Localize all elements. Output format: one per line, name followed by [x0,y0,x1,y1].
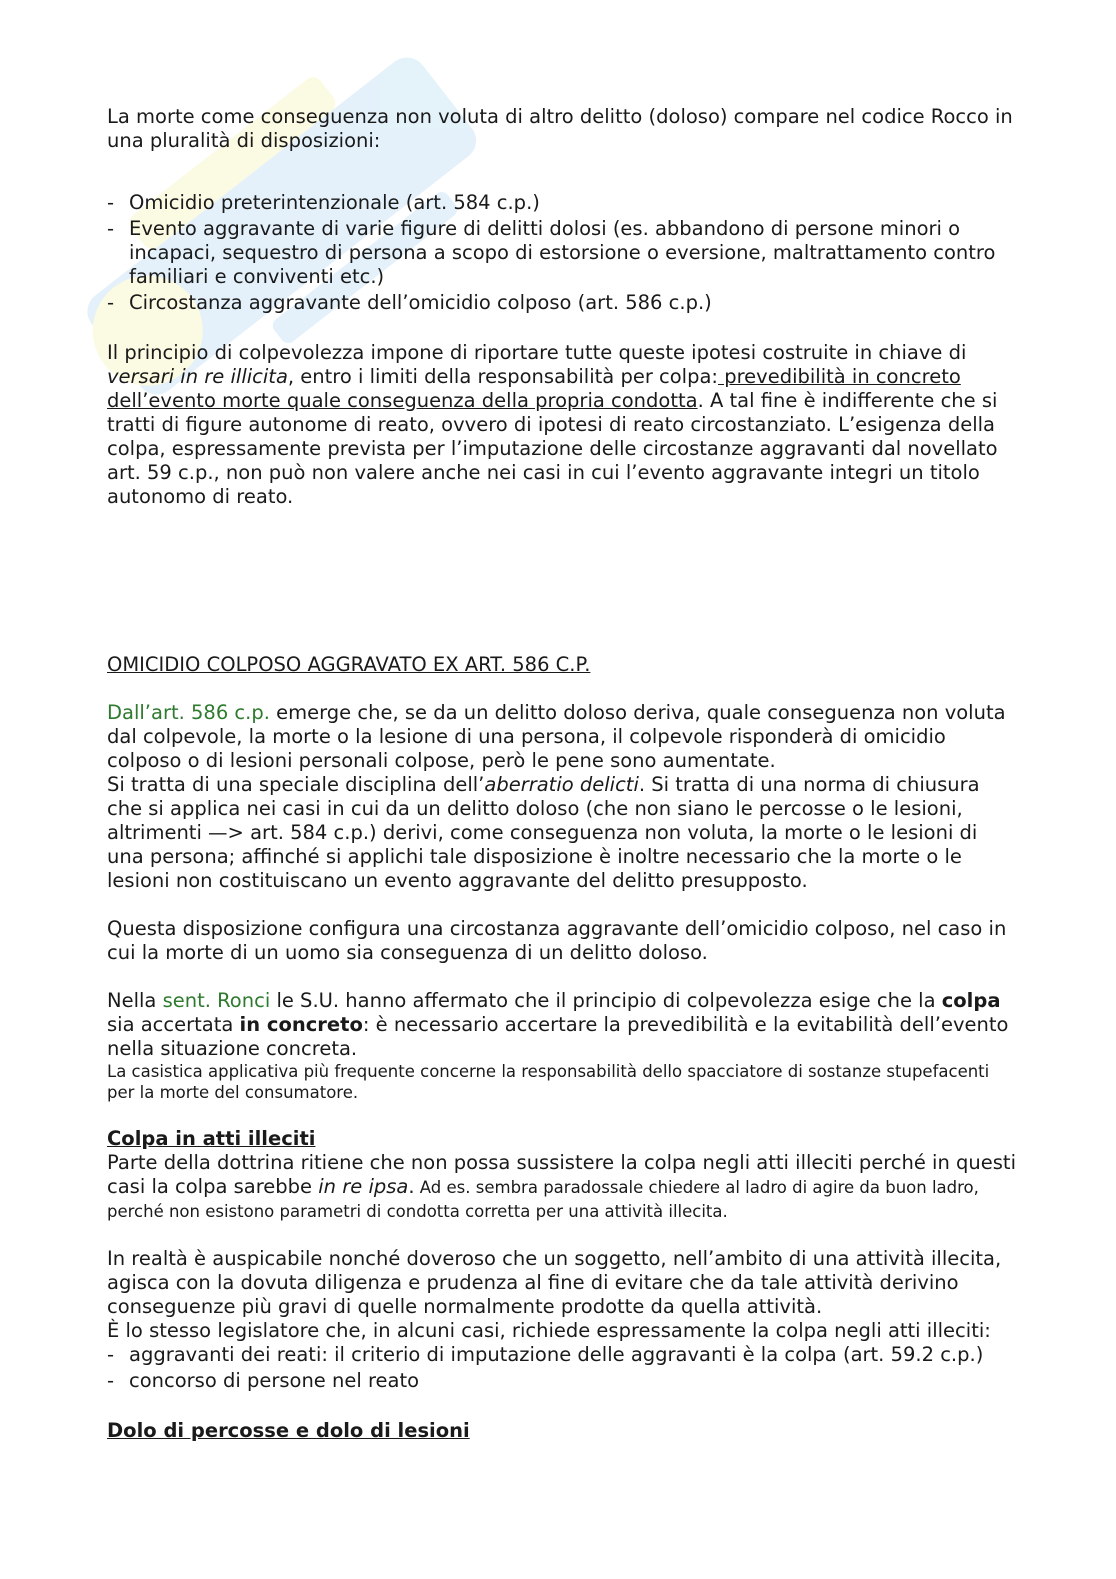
section1-paragraph-3: Questa disposizione configura una circostanza aggravante dell’omicidio colposo, nel caso in cui la morte di un uomo sia conseguenza di un delitto doloso. [107,917,1007,964]
document-page [107,105,1017,1443]
small-note: Ad es. sembra paradossale chiedere al ladro di agire da buon ladro, perché non esistono parametri di condotta corretta per una attività illecita. [107,1178,979,1221]
list-item: - concorso di persone nel reato [107,1369,1017,1393]
section-heading-dolo: Dolo di percosse e dolo di lesioni [107,1419,470,1442]
section2-paragraph-1 [107,1151,1017,1223]
text-span: . A tal fine è indifferente che si tratti di figure autonome di reato, ovvero di ipotesi di reato circostanziato. L’esigenza della colpa, espressamente prevista per l’imputazione delle circostanze aggravanti dal novellato art. 59 c.p., non può non valere anche nei casi in cui l’evento aggravante integri un titolo autonomo di reato. [107,389,998,508]
section1-paragraph-2 [107,773,1017,893]
section2-paragraph-3: È lo stesso legislatore che, in alcuni casi, richiede espressamente la colpa negli atti illeciti: [107,1319,991,1342]
sentence-link[interactable]: sent. Ronci [162,989,271,1012]
section1-paragraph-1 [107,701,1017,773]
section1-paragraph-4 [107,989,1017,1061]
article-link[interactable]: Dall’art. 586 c.p. [107,701,270,724]
text-span: Si tratta di una speciale disciplina dell’ [107,773,485,796]
principle-paragraph [107,341,1017,509]
list-item: - Evento aggravante di varie figure di delitti dolosi (es. abbandono di persone minori o incapaci, sequestro di persona a scopo di estorsione o eversione, maltrattamento contro familiari e conviventi etc.) [107,217,1017,289]
text-span: . [408,1175,415,1198]
section-heading-colpa: Colpa in atti illeciti [107,1127,316,1150]
underlined-phrase: prevedibilità in concreto dell’evento morte quale conseguenza della propria condotta [107,365,961,412]
bold-term: colpa [941,989,1001,1012]
text-span: sia accertata [107,1013,240,1036]
list-item: - Circostanza aggravante dell’omicidio colposo (art. 586 c.p.) [107,291,1017,315]
section-heading-586: OMICIDIO COLPOSO AGGRAVATO EX ART. 586 C.P. [107,653,591,676]
bold-term: in concreto [239,1013,363,1036]
list-item: - aggravanti dei reati: il criterio di imputazione delle aggravanti è la colpa (art. 59.2 c.p.) [107,1343,1017,1367]
text-span: Il principio di colpevolezza impone di riportare tutte queste ipotesi costruite in chiave di [107,341,967,364]
intro-list [107,191,1017,315]
intro-paragraph: La morte come conseguenza non voluta di altro delitto (doloso) compare nel codice Rocco in una pluralità di disposizioni: [107,105,1013,152]
section2-list [107,1343,1017,1393]
text-span: emerge che, se da un delitto doloso deriva, quale conseguenza non voluta dal colpevole, la morte o la lesione di una persona, il colpevole risponderà di omicidio colposo o di lesioni personali colpose, però le pene sono aumentate. [107,701,1006,772]
text-span: le S.U. hanno affermato che il principio di colpevolezza esige che la [270,989,942,1012]
text-span: , entro i limiti della responsabilità per colpa: [287,365,718,388]
section1-note: La casistica applicativa più frequente concerne la responsabilità dello spacciatore di sostanze stupefacenti per la morte del consumatore. [107,1062,990,1102]
text-span: . Si tratta di una norma di chiusura che si applica nei casi in cui da un delitto doloso (che non siano le percosse o le lesioni, altrimenti —> art. 584 c.p.) derivi, come conseguenza non voluta, la morte o le lesioni di una persona; affinché si applichi tale disposizione è inoltre necessario che la morte o le lesioni non costituiscano un evento aggravante del delitto presupposto. [107,773,980,892]
latin-term: versari in re illicita [107,365,288,388]
text-span: : è necessario accertare la prevedibilità e la evitabilità dell’evento nella situazione concreta. [107,1013,1009,1060]
latin-term: in re ipsa [318,1175,409,1198]
text-span: Nella [107,989,163,1012]
text-span: Parte della dottrina ritiene che non possa sussistere la colpa negli atti illeciti perché in questi casi la colpa sarebbe [107,1151,1016,1198]
section2-paragraph-2: In realtà è auspicabile nonché doveroso che un soggetto, nell’ambito di una attività illecita, agisca con la dovuta diligenza e prudenza al fine di evitare che da tale attività derivino conseguenze più gravi di quelle normalmente prodotte da quella attività. [107,1247,1002,1318]
list-item: - Omicidio preterintenzionale (art. 584 c.p.) [107,191,1017,215]
latin-term: aberratio delicti [484,773,639,796]
